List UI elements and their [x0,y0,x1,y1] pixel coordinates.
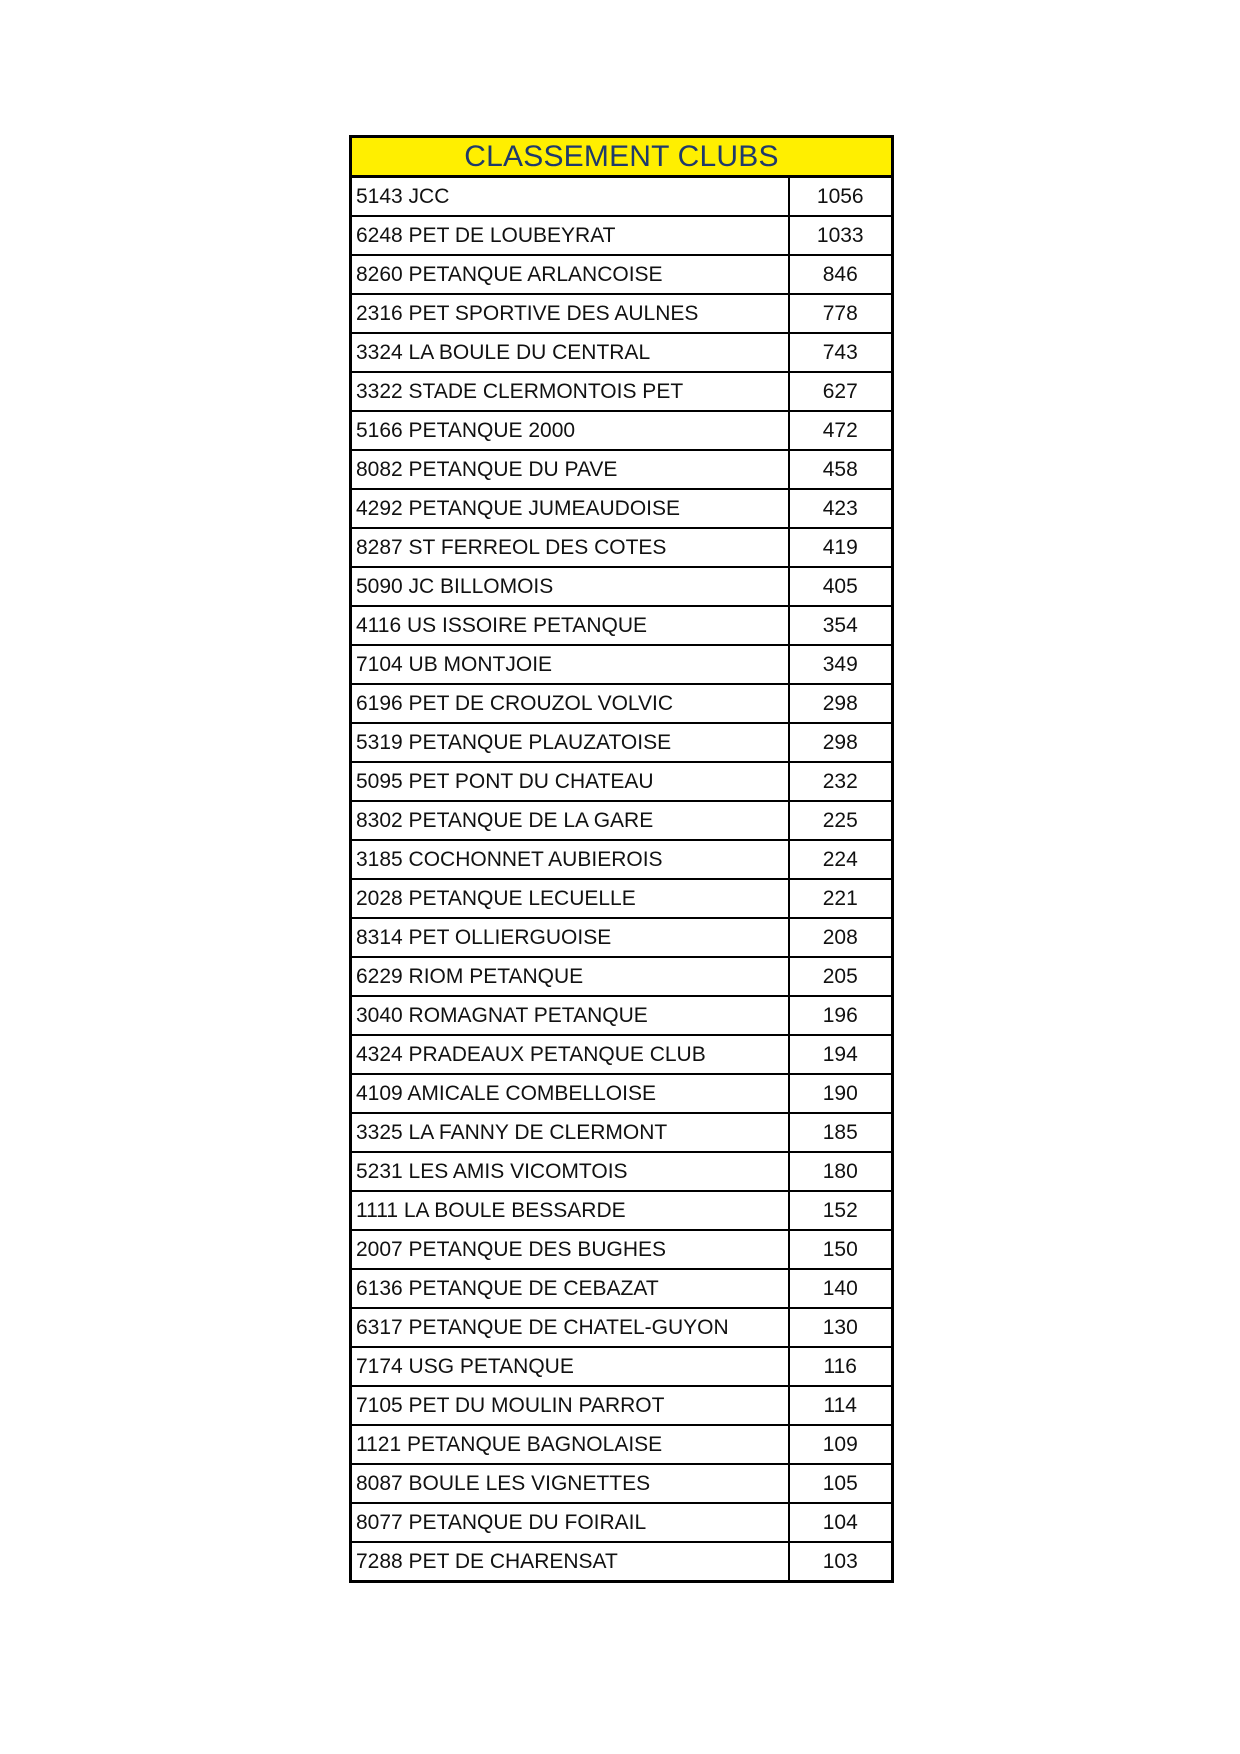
table-row [351,801,893,840]
table-row [351,762,893,801]
points-cell: 1033 [789,216,893,255]
points-cell: 190 [789,1074,893,1113]
points-cell: 627 [789,372,893,411]
table-title-row [351,137,893,177]
club-name-cell: 8314 PET OLLIERGUOISE [351,918,789,957]
points-cell: 221 [789,879,893,918]
club-name-cell: 8287 ST FERREOL DES COTES [351,528,789,567]
club-name-cell: 7288 PET DE CHARENSAT [351,1542,789,1582]
club-name-cell: 6196 PET DE CROUZOL VOLVIC [351,684,789,723]
points-cell: 104 [789,1503,893,1542]
club-name-cell: 5319 PETANQUE PLAUZATOISE [351,723,789,762]
points-cell: 105 [789,1464,893,1503]
points-cell: 405 [789,567,893,606]
points-cell: 298 [789,723,893,762]
table-row [351,177,893,217]
points-cell: 196 [789,996,893,1035]
club-name-cell: 8082 PETANQUE DU PAVE [351,450,789,489]
points-cell: 205 [789,957,893,996]
points-cell: 743 [789,333,893,372]
points-cell: 778 [789,294,893,333]
table-row [351,723,893,762]
club-name-cell: 6229 RIOM PETANQUE [351,957,789,996]
points-cell: 140 [789,1269,893,1308]
points-cell: 152 [789,1191,893,1230]
table-row [351,606,893,645]
club-name-cell: 1121 PETANQUE BAGNOLAISE [351,1425,789,1464]
points-cell: 846 [789,255,893,294]
table-row [351,1269,893,1308]
table-row [351,1386,893,1425]
points-cell: 130 [789,1308,893,1347]
table-row [351,567,893,606]
points-cell: 232 [789,762,893,801]
table-row [351,1230,893,1269]
table-row [351,1347,893,1386]
table-row [351,996,893,1035]
table-row [351,528,893,567]
points-cell: 180 [789,1152,893,1191]
club-name-cell: 6248 PET DE LOUBEYRAT [351,216,789,255]
table-row [351,489,893,528]
table-row [351,1035,893,1074]
table-row [351,333,893,372]
table-row [351,1074,893,1113]
club-name-cell: 3322 STADE CLERMONTOIS PET [351,372,789,411]
table-row [351,645,893,684]
club-name-cell: 5231 LES AMIS VICOMTOIS [351,1152,789,1191]
points-cell: 103 [789,1542,893,1582]
points-cell: 116 [789,1347,893,1386]
points-cell: 349 [789,645,893,684]
club-name-cell: 3325 LA FANNY DE CLERMONT [351,1113,789,1152]
table-row [351,957,893,996]
points-cell: 472 [789,411,893,450]
points-cell: 419 [789,528,893,567]
points-cell: 354 [789,606,893,645]
club-name-cell: 4109 AMICALE COMBELLOISE [351,1074,789,1113]
points-cell: 114 [789,1386,893,1425]
table-row [351,1425,893,1464]
table-row [351,411,893,450]
points-cell: 225 [789,801,893,840]
points-cell: 194 [789,1035,893,1074]
table-row [351,684,893,723]
points-cell: 423 [789,489,893,528]
table-row [351,1464,893,1503]
points-cell: 224 [789,840,893,879]
club-name-cell: 2316 PET SPORTIVE DES AULNES [351,294,789,333]
club-name-cell: 5095 PET PONT DU CHATEAU [351,762,789,801]
points-cell: 1056 [789,177,893,217]
club-name-cell: 7104 UB MONTJOIE [351,645,789,684]
club-name-cell: 4324 PRADEAUX PETANQUE CLUB [351,1035,789,1074]
club-name-cell: 4292 PETANQUE JUMEAUDOISE [351,489,789,528]
club-name-cell: 7105 PET DU MOULIN PARROT [351,1386,789,1425]
points-cell: 458 [789,450,893,489]
club-name-cell: 2028 PETANQUE LECUELLE [351,879,789,918]
club-name-cell: 4116 US ISSOIRE PETANQUE [351,606,789,645]
points-cell: 109 [789,1425,893,1464]
table-row [351,255,893,294]
table-row [351,450,893,489]
table-row [351,1503,893,1542]
club-name-cell: 8087 BOULE LES VIGNETTES [351,1464,789,1503]
table-row [351,840,893,879]
table-row [351,294,893,333]
points-cell: 185 [789,1113,893,1152]
club-name-cell: 8260 PETANQUE ARLANCOISE [351,255,789,294]
points-cell: 150 [789,1230,893,1269]
club-name-cell: 5166 PETANQUE 2000 [351,411,789,450]
club-name-cell: 3040 ROMAGNAT PETANQUE [351,996,789,1035]
table-body [351,177,893,1582]
club-name-cell: 3185 COCHONNET AUBIEROIS [351,840,789,879]
table-row [351,1113,893,1152]
table-row [351,1191,893,1230]
club-name-cell: 8077 PETANQUE DU FOIRAIL [351,1503,789,1542]
points-cell: 208 [789,918,893,957]
club-name-cell: 8302 PETANQUE DE LA GARE [351,801,789,840]
club-name-cell: 7174 USG PETANQUE [351,1347,789,1386]
table-row [351,1308,893,1347]
club-name-cell: 2007 PETANQUE DES BUGHES [351,1230,789,1269]
club-name-cell: 6317 PETANQUE DE CHATEL-GUYON [351,1308,789,1347]
club-ranking-table [349,135,894,1583]
table-row [351,216,893,255]
table-row [351,372,893,411]
club-name-cell: 1111 LA BOULE BESSARDE [351,1191,789,1230]
club-name-cell: 6136 PETANQUE DE CEBAZAT [351,1269,789,1308]
club-name-cell: 5143 JCC [351,177,789,217]
table-row [351,918,893,957]
table-title: CLASSEMENT CLUBS [351,137,893,177]
ranking-sheet [349,135,891,1583]
table-row [351,879,893,918]
table-row [351,1152,893,1191]
table-row [351,1542,893,1582]
club-name-cell: 3324 LA BOULE DU CENTRAL [351,333,789,372]
points-cell: 298 [789,684,893,723]
club-name-cell: 5090 JC BILLOMOIS [351,567,789,606]
